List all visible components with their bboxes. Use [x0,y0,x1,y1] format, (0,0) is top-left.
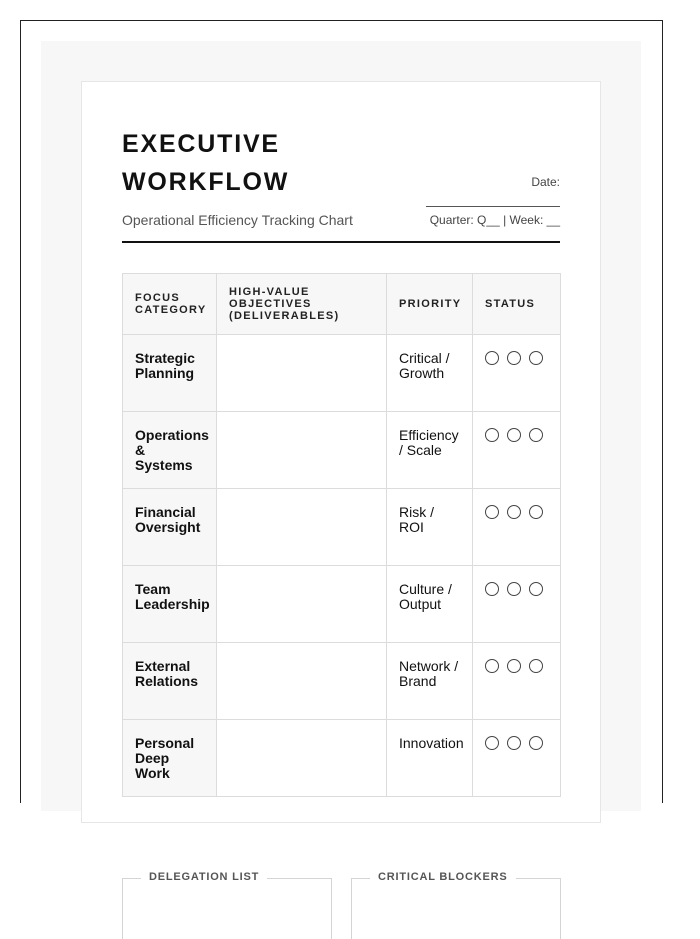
table-row [123,412,561,489]
header [122,125,560,243]
status-circles [485,351,548,365]
critical-blockers-label: CRITICAL BLOCKERS [370,871,516,883]
column-header-objectives: HIGH-VALUE OBJECTIVES (DELIVERABLES) [217,274,387,335]
objectives-cell[interactable] [217,489,387,566]
status-circle-icon[interactable] [529,582,543,596]
status-cell [473,489,561,566]
document-frame [20,20,663,883]
status-circle-icon[interactable] [485,582,499,596]
priority-cell: Network / Brand [387,643,473,720]
status-circles [485,582,548,596]
date-field-line[interactable] [426,206,560,207]
category-cell: Team Leadership [123,566,217,643]
critical-blockers-box[interactable] [351,871,561,939]
status-circle-icon[interactable] [529,351,543,365]
status-circle-icon[interactable] [485,659,499,673]
category-cell: Operations & Systems [123,412,217,489]
status-circle-icon[interactable] [529,505,543,519]
page-title: EXECUTIVE WORKFLOW [122,130,290,196]
status-circle-icon[interactable] [485,505,499,519]
status-cell [473,412,561,489]
priority-cell: Critical / Growth [387,335,473,412]
date-label: Date: [531,175,560,189]
worksheet [81,81,601,883]
status-circle-icon[interactable] [507,428,521,442]
category-cell: Strategic Planning [123,335,217,412]
status-circle-icon[interactable] [507,736,521,750]
tracking-table [122,273,561,797]
status-circle-icon[interactable] [485,351,499,365]
category-cell: Financial Oversight [123,489,217,566]
status-circle-icon[interactable] [507,505,521,519]
delegation-list-box[interactable] [122,871,332,939]
status-circles [485,505,548,519]
table-row [123,489,561,566]
table-row [123,720,561,797]
column-header-priority: PRIORITY [387,274,473,335]
objectives-cell[interactable] [217,566,387,643]
column-header-category: FOCUS CATEGORY [123,274,217,335]
bottom-sections [122,868,560,928]
status-circles [485,659,548,673]
delegation-list-label: DELEGATION LIST [141,871,267,883]
category-cell: Personal Deep Work [123,720,217,797]
objectives-cell[interactable] [217,335,387,412]
status-circle-icon[interactable] [485,736,499,750]
status-circles [485,736,548,750]
category-cell: External Relations [123,643,217,720]
page-subtitle: Operational Efficiency Tracking Chart [122,212,353,228]
objectives-cell[interactable] [217,720,387,797]
status-circle-icon[interactable] [507,582,521,596]
column-header-status: STATUS [473,274,561,335]
table-row [123,335,561,412]
status-circle-icon[interactable] [485,428,499,442]
status-circles [485,428,548,442]
table-row [123,643,561,720]
objectives-cell[interactable] [217,643,387,720]
status-circle-icon[interactable] [507,351,521,365]
priority-cell: Innovation [387,720,473,797]
table-row [123,566,561,643]
status-circle-icon[interactable] [529,736,543,750]
status-cell [473,643,561,720]
status-cell [473,566,561,643]
priority-cell: Culture / Output [387,566,473,643]
status-cell [473,335,561,412]
status-circle-icon[interactable] [529,659,543,673]
priority-cell: Risk / ROI [387,489,473,566]
objectives-cell[interactable] [217,412,387,489]
table-header-row [123,274,561,335]
priority-cell: Efficiency / Scale [387,412,473,489]
status-cell [473,720,561,797]
status-circle-icon[interactable] [507,659,521,673]
quarter-week-label: Quarter: Q__ | Week: __ [429,213,560,227]
status-circle-icon[interactable] [529,428,543,442]
worksheet-content [122,122,560,928]
page-backdrop [41,41,641,883]
